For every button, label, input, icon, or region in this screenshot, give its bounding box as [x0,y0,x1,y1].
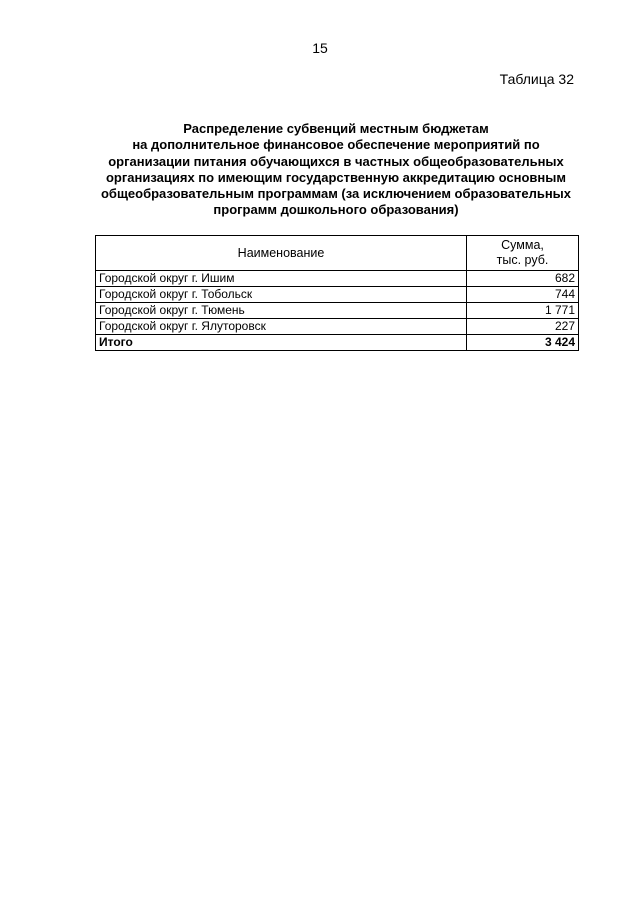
table-label: Таблица 32 [499,71,574,87]
document-title [90,121,582,219]
row-amount: 1 771 [467,303,579,319]
row-name: Городской округ г. Тобольск [96,287,467,303]
title-line: программ дошкольного образования) [213,202,459,218]
header-amount-line2: тыс. руб. [496,253,549,267]
total-label: Итого [96,335,467,351]
table-row [96,271,579,287]
title-line: общеобразовательным программам (за исключением образовательных [100,186,572,202]
subventions-table [95,235,579,351]
header-amount [467,236,579,271]
header-name: Наименование [96,236,467,271]
page-number: 15 [312,40,328,56]
row-amount: 744 [467,287,579,303]
row-name: Городской округ г. Ишим [96,271,467,287]
title-line: организации питания обучающихся в частных общеобразовательных [108,153,564,169]
row-name: Городской округ г. Тюмень [96,303,467,319]
row-name: Городской округ г. Ялуторовск [96,319,467,335]
row-amount: 227 [467,319,579,335]
row-amount: 682 [467,271,579,287]
total-amount: 3 424 [467,335,579,351]
table-row [96,303,579,319]
table-row [96,287,579,303]
title-line: организациях по имеющим государственную аккредитацию основным [105,169,566,185]
table-row [96,319,579,335]
title-line: на дополнительное финансовое обеспечение мероприятий по [132,137,540,153]
table-header-row [96,236,579,271]
total-row [96,335,579,351]
header-amount-line1: Сумма, [501,238,544,252]
title-line: Распределение субвенций местным бюджетам [183,121,489,136]
